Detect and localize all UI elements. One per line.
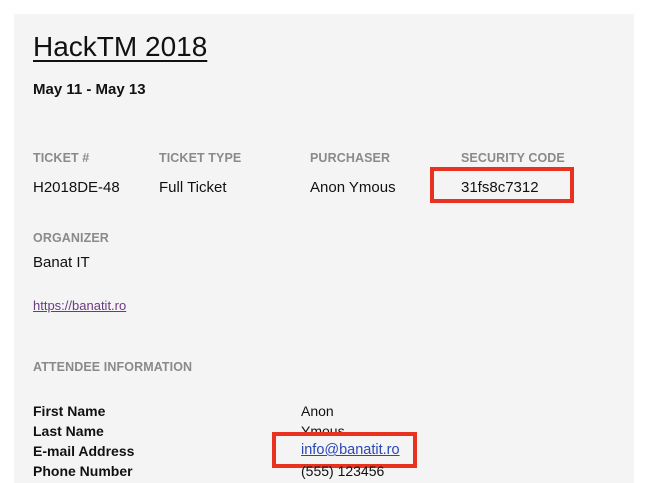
phone-label: Phone Number xyxy=(33,463,133,479)
event-dates: May 11 - May 13 xyxy=(33,81,146,98)
purchaser-header: PURCHASER xyxy=(310,151,391,165)
security-code-header: SECURITY CODE xyxy=(461,151,565,165)
last-name-label: Last Name xyxy=(33,423,104,439)
ticket-email-panel xyxy=(14,14,634,483)
ticket-number-value: H2018DE-48 xyxy=(33,179,120,196)
event-title-link[interactable]: HackTM 2018 xyxy=(33,31,208,62)
purchaser-value: Anon Ymous xyxy=(310,179,396,196)
organizer-name: Banat IT xyxy=(33,254,90,271)
organizer-label: ORGANIZER xyxy=(33,231,109,245)
security-code-value: 31fs8c7312 xyxy=(461,179,539,196)
email-label: E-mail Address xyxy=(33,443,135,459)
first-name-value: Anon xyxy=(301,403,334,419)
email-link[interactable]: info@banatit.ro xyxy=(301,442,400,458)
first-name-label: First Name xyxy=(33,403,106,419)
ticket-type-value: Full Ticket xyxy=(159,179,227,196)
ticket-type-header: TICKET TYPE xyxy=(159,151,242,165)
last-name-value: Ymous xyxy=(301,423,345,439)
phone-value: (555) 123456 xyxy=(301,463,385,479)
organizer-website-link[interactable]: https://banatit.ro xyxy=(33,298,127,313)
attendee-section-title: ATTENDEE INFORMATION xyxy=(33,360,193,374)
ticket-number-header: TICKET # xyxy=(33,151,90,165)
